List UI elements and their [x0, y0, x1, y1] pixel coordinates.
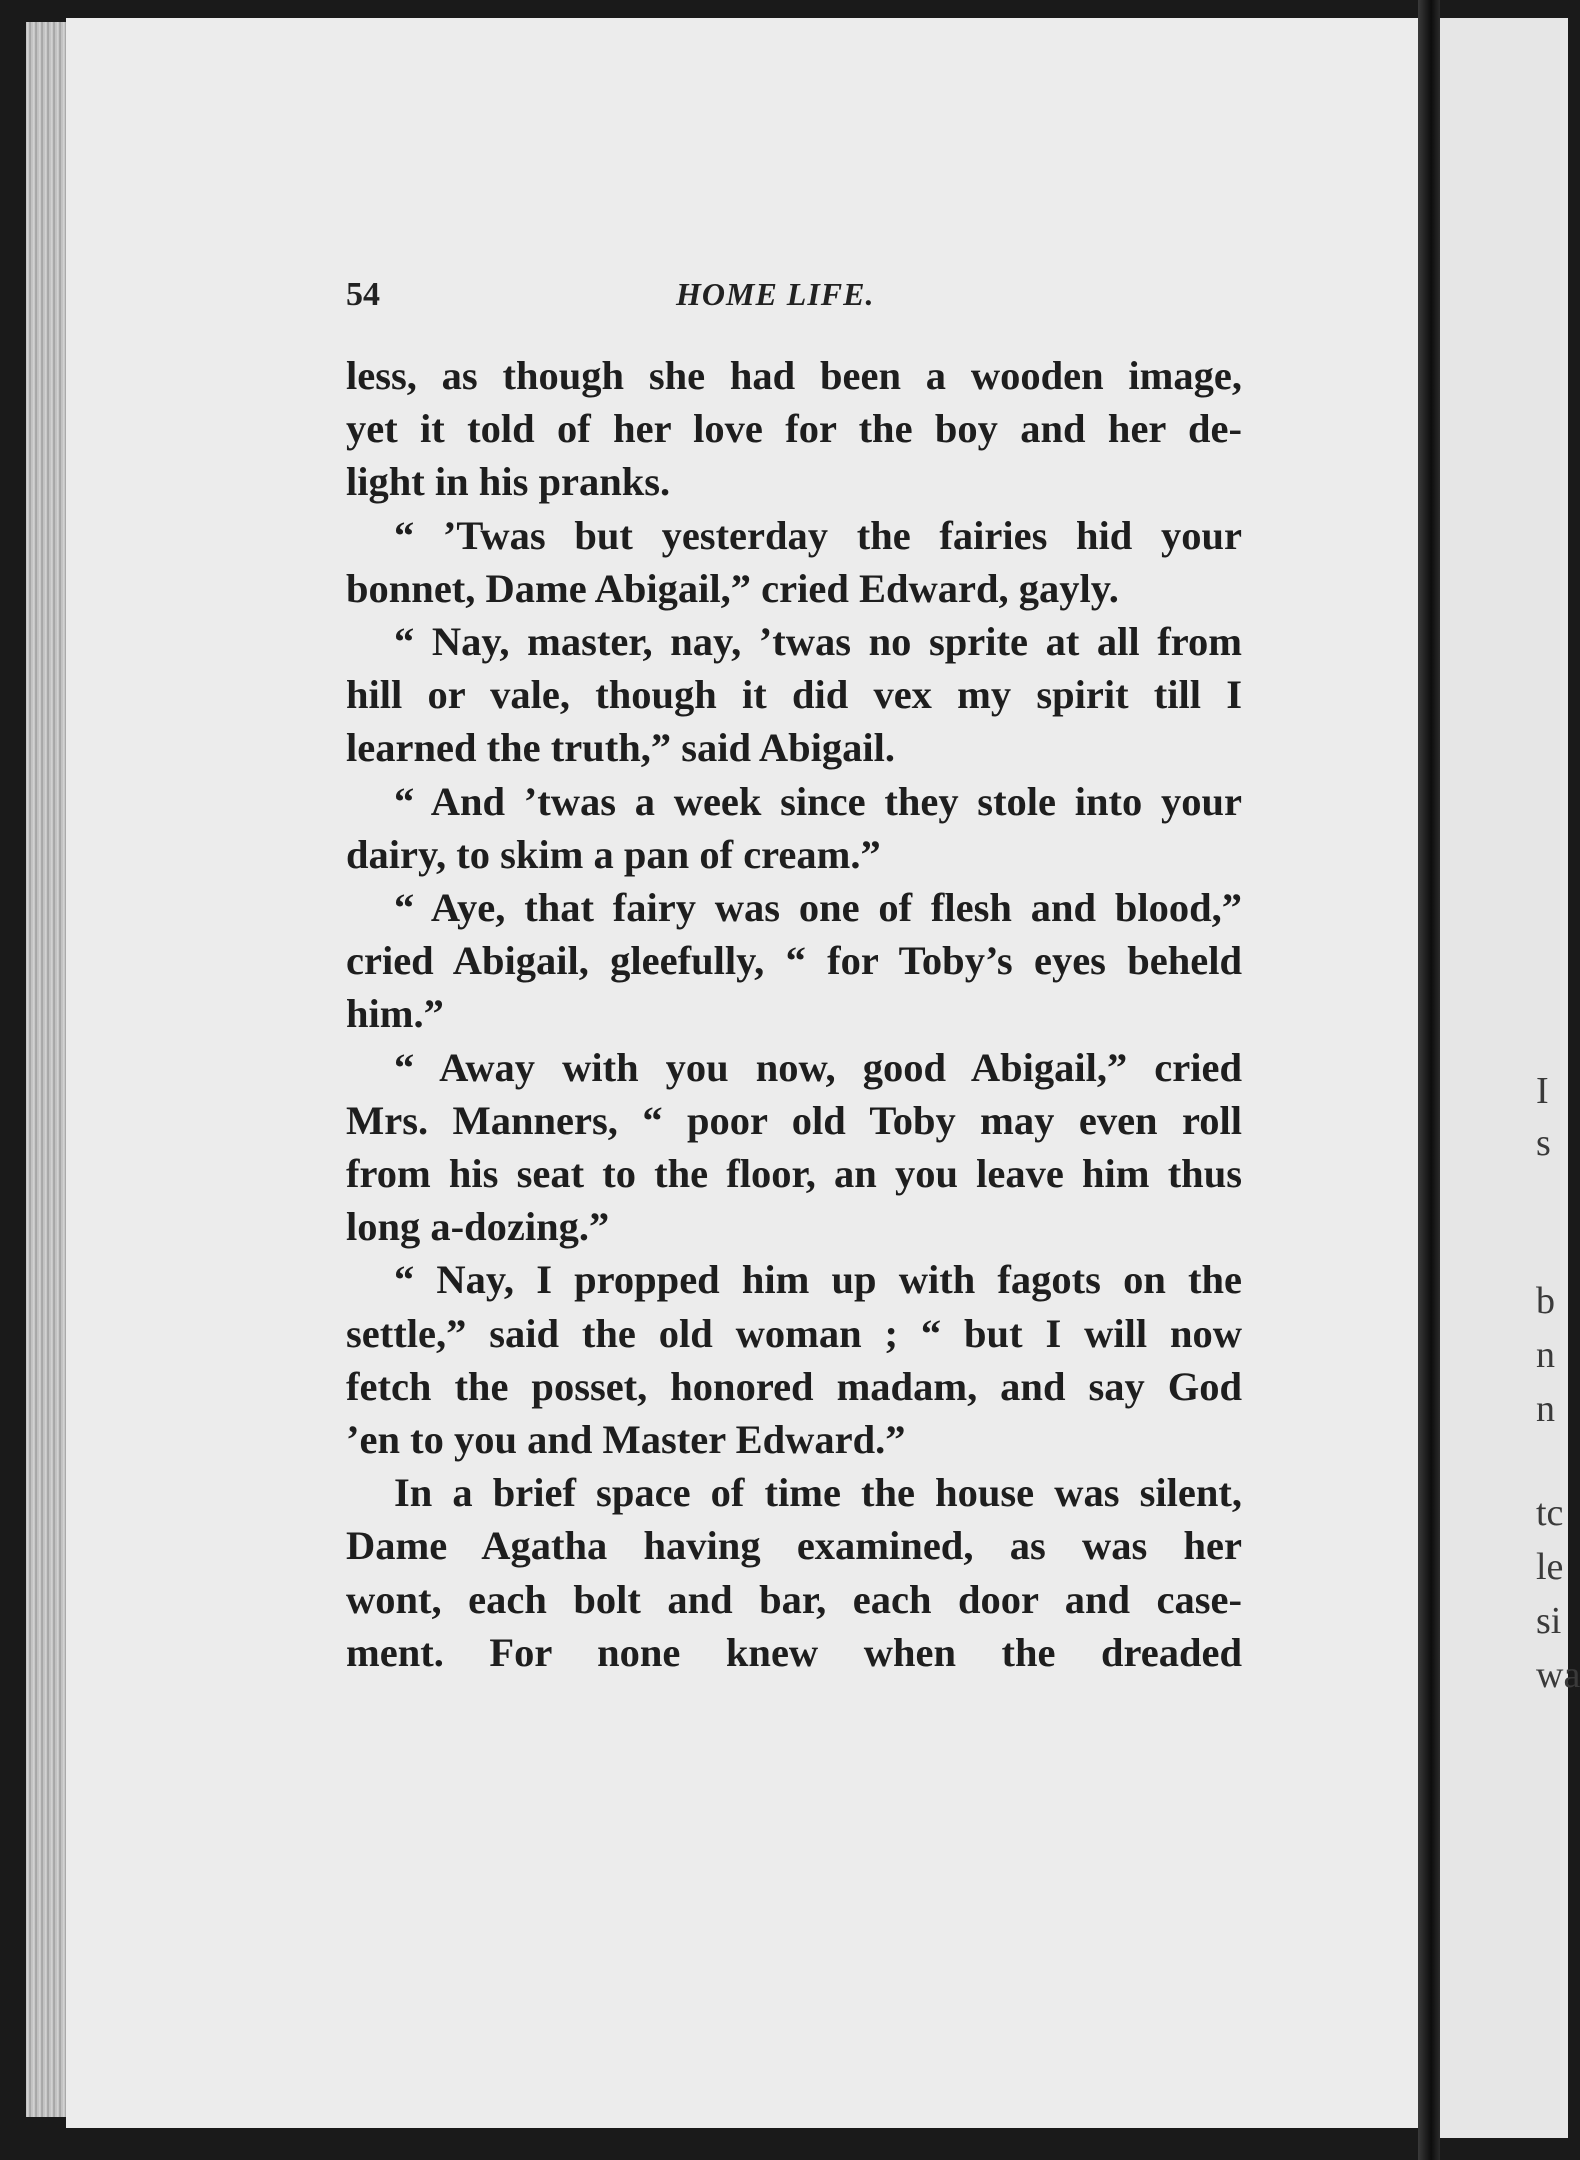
text-line: “ Nay, I propped him up with fagots on the [394, 1257, 1242, 1303]
text-line: ’en to you and Master Edward.” [346, 1417, 906, 1463]
text-line: light in his pranks. [346, 459, 671, 505]
text-line: Mrs. Manners, “ poor old Toby may even roll [346, 1097, 1242, 1143]
next-page-fragment: s [1536, 1122, 1551, 1164]
next-page-fragment: tc [1536, 1492, 1564, 1534]
text-line: “ ’Twas but yesterday the fairies hid your [394, 512, 1242, 558]
page-edges [26, 22, 66, 2117]
text-line: bonnet, Dame Abigail,” cried Edward, gayly. [346, 565, 1119, 611]
text-line: “ Aye, that fairy was one of flesh and blood,” [394, 885, 1242, 931]
text-line: ment. For none knew when the dreaded [346, 1629, 1242, 1675]
running-head: HOME LIFE. [676, 276, 875, 312]
body-text [346, 349, 1242, 1679]
book-gutter [1418, 0, 1440, 2160]
next-page-fragment: n [1536, 1334, 1555, 1376]
next-page-fragment: le [1536, 1546, 1564, 1588]
next-page-fragment: wa [1536, 1654, 1580, 1696]
text-line: settle,” said the old woman ; “ but I will now [346, 1310, 1242, 1356]
text-line: “ Nay, master, nay, ’twas no sprite at all from [394, 619, 1242, 665]
text-line: long a-dozing.” [346, 1204, 610, 1250]
page-number: 54 [346, 276, 380, 313]
next-page [1440, 18, 1568, 2138]
next-page-fragment: n [1536, 1388, 1555, 1430]
next-page-fragment: si [1536, 1600, 1562, 1642]
text-line: him.” [346, 991, 444, 1037]
page-header [346, 276, 1246, 326]
text-line: from his seat to the floor, an you leave him thus [346, 1151, 1242, 1197]
text-line: learned the truth,” said Abigail. [346, 725, 896, 771]
text-line: cried Abigail, gleefully, “ for Toby’s eyes beheld [346, 938, 1242, 984]
text-line: “ And ’twas a week since they stole into your [394, 778, 1242, 824]
text-line: fetch the posset, honored madam, and say God [346, 1363, 1242, 1409]
text-line: dairy, to skim a pan of cream.” [346, 831, 881, 877]
text-line: wont, each bolt and bar, each door and case- [346, 1576, 1242, 1622]
text-line: less, as though she had been a wooden image, [346, 353, 1242, 398]
next-page-fragment: I [1536, 1070, 1549, 1112]
text-line: In a brief space of time the house was silent, [394, 1470, 1242, 1516]
text-line: yet it told of her love for the boy and her de- [346, 406, 1242, 452]
next-page-fragment: b [1536, 1280, 1555, 1322]
text-line: “ Away with you now, good Abigail,” cried [394, 1044, 1242, 1090]
text-line: Dame Agatha having examined, as was her [346, 1523, 1242, 1569]
text-line: hill or vale, though it did vex my spirit till I [346, 672, 1242, 718]
